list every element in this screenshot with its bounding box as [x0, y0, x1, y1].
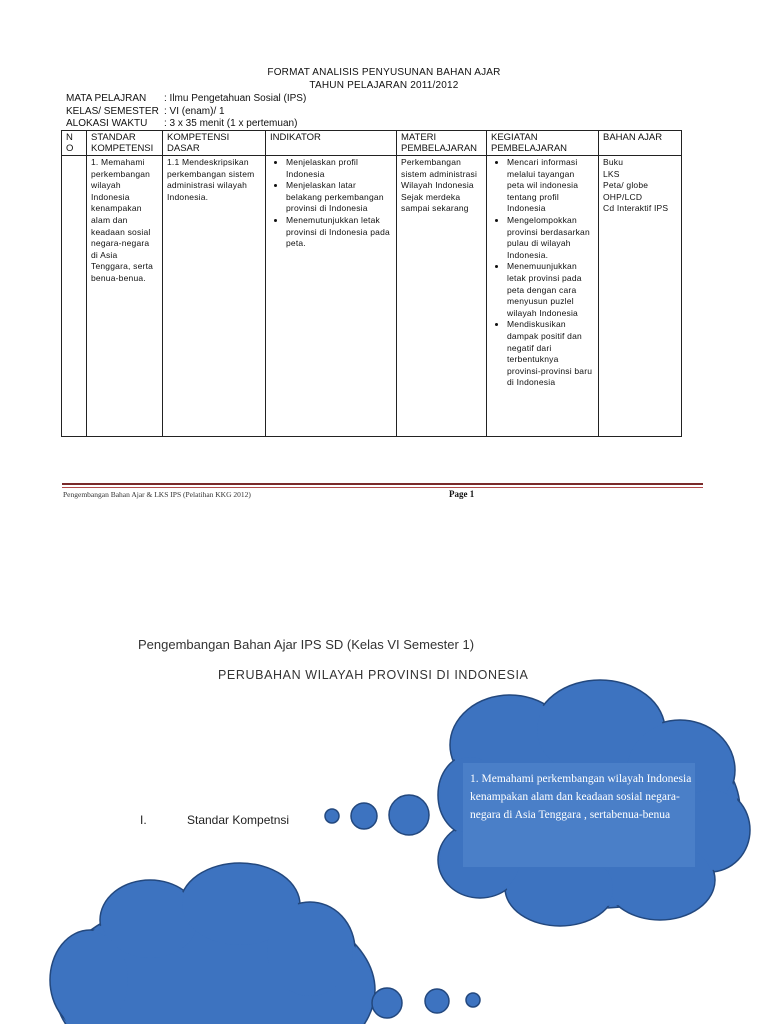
footer-caption: Pengembangan Bahan Ajar & LKS IPS (Pelatihan KKG 2012): [63, 490, 251, 499]
indikator-list: [270, 157, 392, 250]
section-label: Standar Kompetnsi: [187, 813, 290, 827]
header-no: N O: [62, 131, 87, 156]
meta-subject-key: MATA PELAJRAN: [66, 93, 147, 104]
bahan-item: Buku: [603, 157, 624, 167]
list-item: • Mencari informasi melalui tayangan peta wil indonesia tentang profil Indonesia: [507, 157, 594, 215]
list-item: • Mengelompokkan provinsi berdasarkan pulau di wilayah Indonesia.: [507, 215, 594, 261]
cell-materi: Perkembangan sistem administrasi Wilayah Indonesia Sejak merdeka sampai sekarang: [397, 156, 487, 437]
list-item: • Menemuunjukkan letak provinsi pada peta dengan cara menyusun puzlel wilayah Indonesia: [507, 261, 594, 319]
meta-subject-value: : Ilmu Pengetahuan Sosial (IPS): [164, 93, 307, 104]
document-year: TAHUN PELAJARAN 2011/2012: [309, 80, 459, 91]
thought-bubbles-bottom: [372, 988, 480, 1018]
table-header-row: [62, 131, 682, 156]
analysis-table: [61, 130, 682, 437]
section-number: I.: [140, 813, 147, 827]
header-standar-kompetensi: STANDAR KOMPETENSI: [87, 131, 163, 156]
page2-title: Pengembangan Bahan Ajar IPS SD (Kelas VI Semester 1): [138, 637, 475, 652]
meta-time-value: : 3 x 35 menit (1 x pertemuan): [164, 118, 298, 129]
meta-class: [66, 106, 225, 117]
meta-class-key: KELAS/ SEMESTER: [66, 106, 159, 117]
header-bahan-ajar: BAHAN AJAR: [599, 131, 682, 156]
footer-divider: [62, 483, 703, 488]
cell-kompetensi-dasar: 1.1 Mendeskripsikan perkembangan sistem administrasi wilayah Indonesia.: [163, 156, 266, 437]
cell-indikator: [266, 156, 397, 437]
list-item: • Menjelaskan latar belakang perkembangan provinsi di Indonesia: [286, 180, 392, 215]
bahan-item: Peta/ globe: [603, 180, 649, 191]
cell-bahan-ajar: [599, 156, 682, 437]
bahan-item: Cd Interaktif IPS: [603, 203, 669, 214]
header-kompetensi-dasar: KOMPETENSI DASAR: [163, 131, 266, 156]
thought-bubbles-right: [325, 795, 429, 835]
document-title: FORMAT ANALISIS PENYUSUNAN BAHAN AJAR: [267, 67, 501, 78]
cell-no: [62, 156, 87, 437]
cloud-text: 1. Memahami perkembangan wilayah Indonesia kenampakan alam dan keadaan sosial negara-negara di Asia Tenggara , sertabenua-benua: [470, 773, 692, 821]
list-item: • Mendiskusikan dampak positif dan negatif dari terbentuknya provinsi-provinsi baru di Indonesia: [507, 319, 594, 389]
bahan-item: OHP/LCD: [603, 191, 643, 202]
table-row: [62, 156, 682, 437]
list-item: • Menjelaskan profil Indonesia: [286, 157, 392, 180]
cell-kegiatan: [487, 156, 599, 437]
kegiatan-list: [491, 157, 594, 389]
meta-time-key: ALOKASI WAKTU: [66, 118, 148, 129]
meta-time: [66, 118, 297, 129]
meta-subject: [66, 93, 306, 104]
cell-standar-kompetensi: 1. Memahami perkembangan wilayah Indonesia kenampakan alam dan keadaan sosial negara-negara di Asia Tenggara, serta benua-benua.: [87, 156, 163, 437]
meta-class-value: : VI (enam)/ 1: [164, 106, 225, 117]
bahan-item: LKS: [603, 168, 620, 179]
list-item: • Menemutunjukkan letak provinsi di Indonesia pada peta.: [286, 215, 392, 250]
header-materi: MATERI PEMBELAJARAN: [397, 131, 487, 156]
document-page-2: [0, 520, 768, 1024]
header-kegiatan: KEGIATAN PEMBELAJARAN: [487, 131, 599, 156]
header-indikator: INDIKATOR: [266, 131, 397, 156]
page2-subtitle: PERUBAHAN WILAYAH PROVINSI DI INDONESIA: [218, 668, 529, 682]
page-number: Page 1: [449, 489, 475, 499]
